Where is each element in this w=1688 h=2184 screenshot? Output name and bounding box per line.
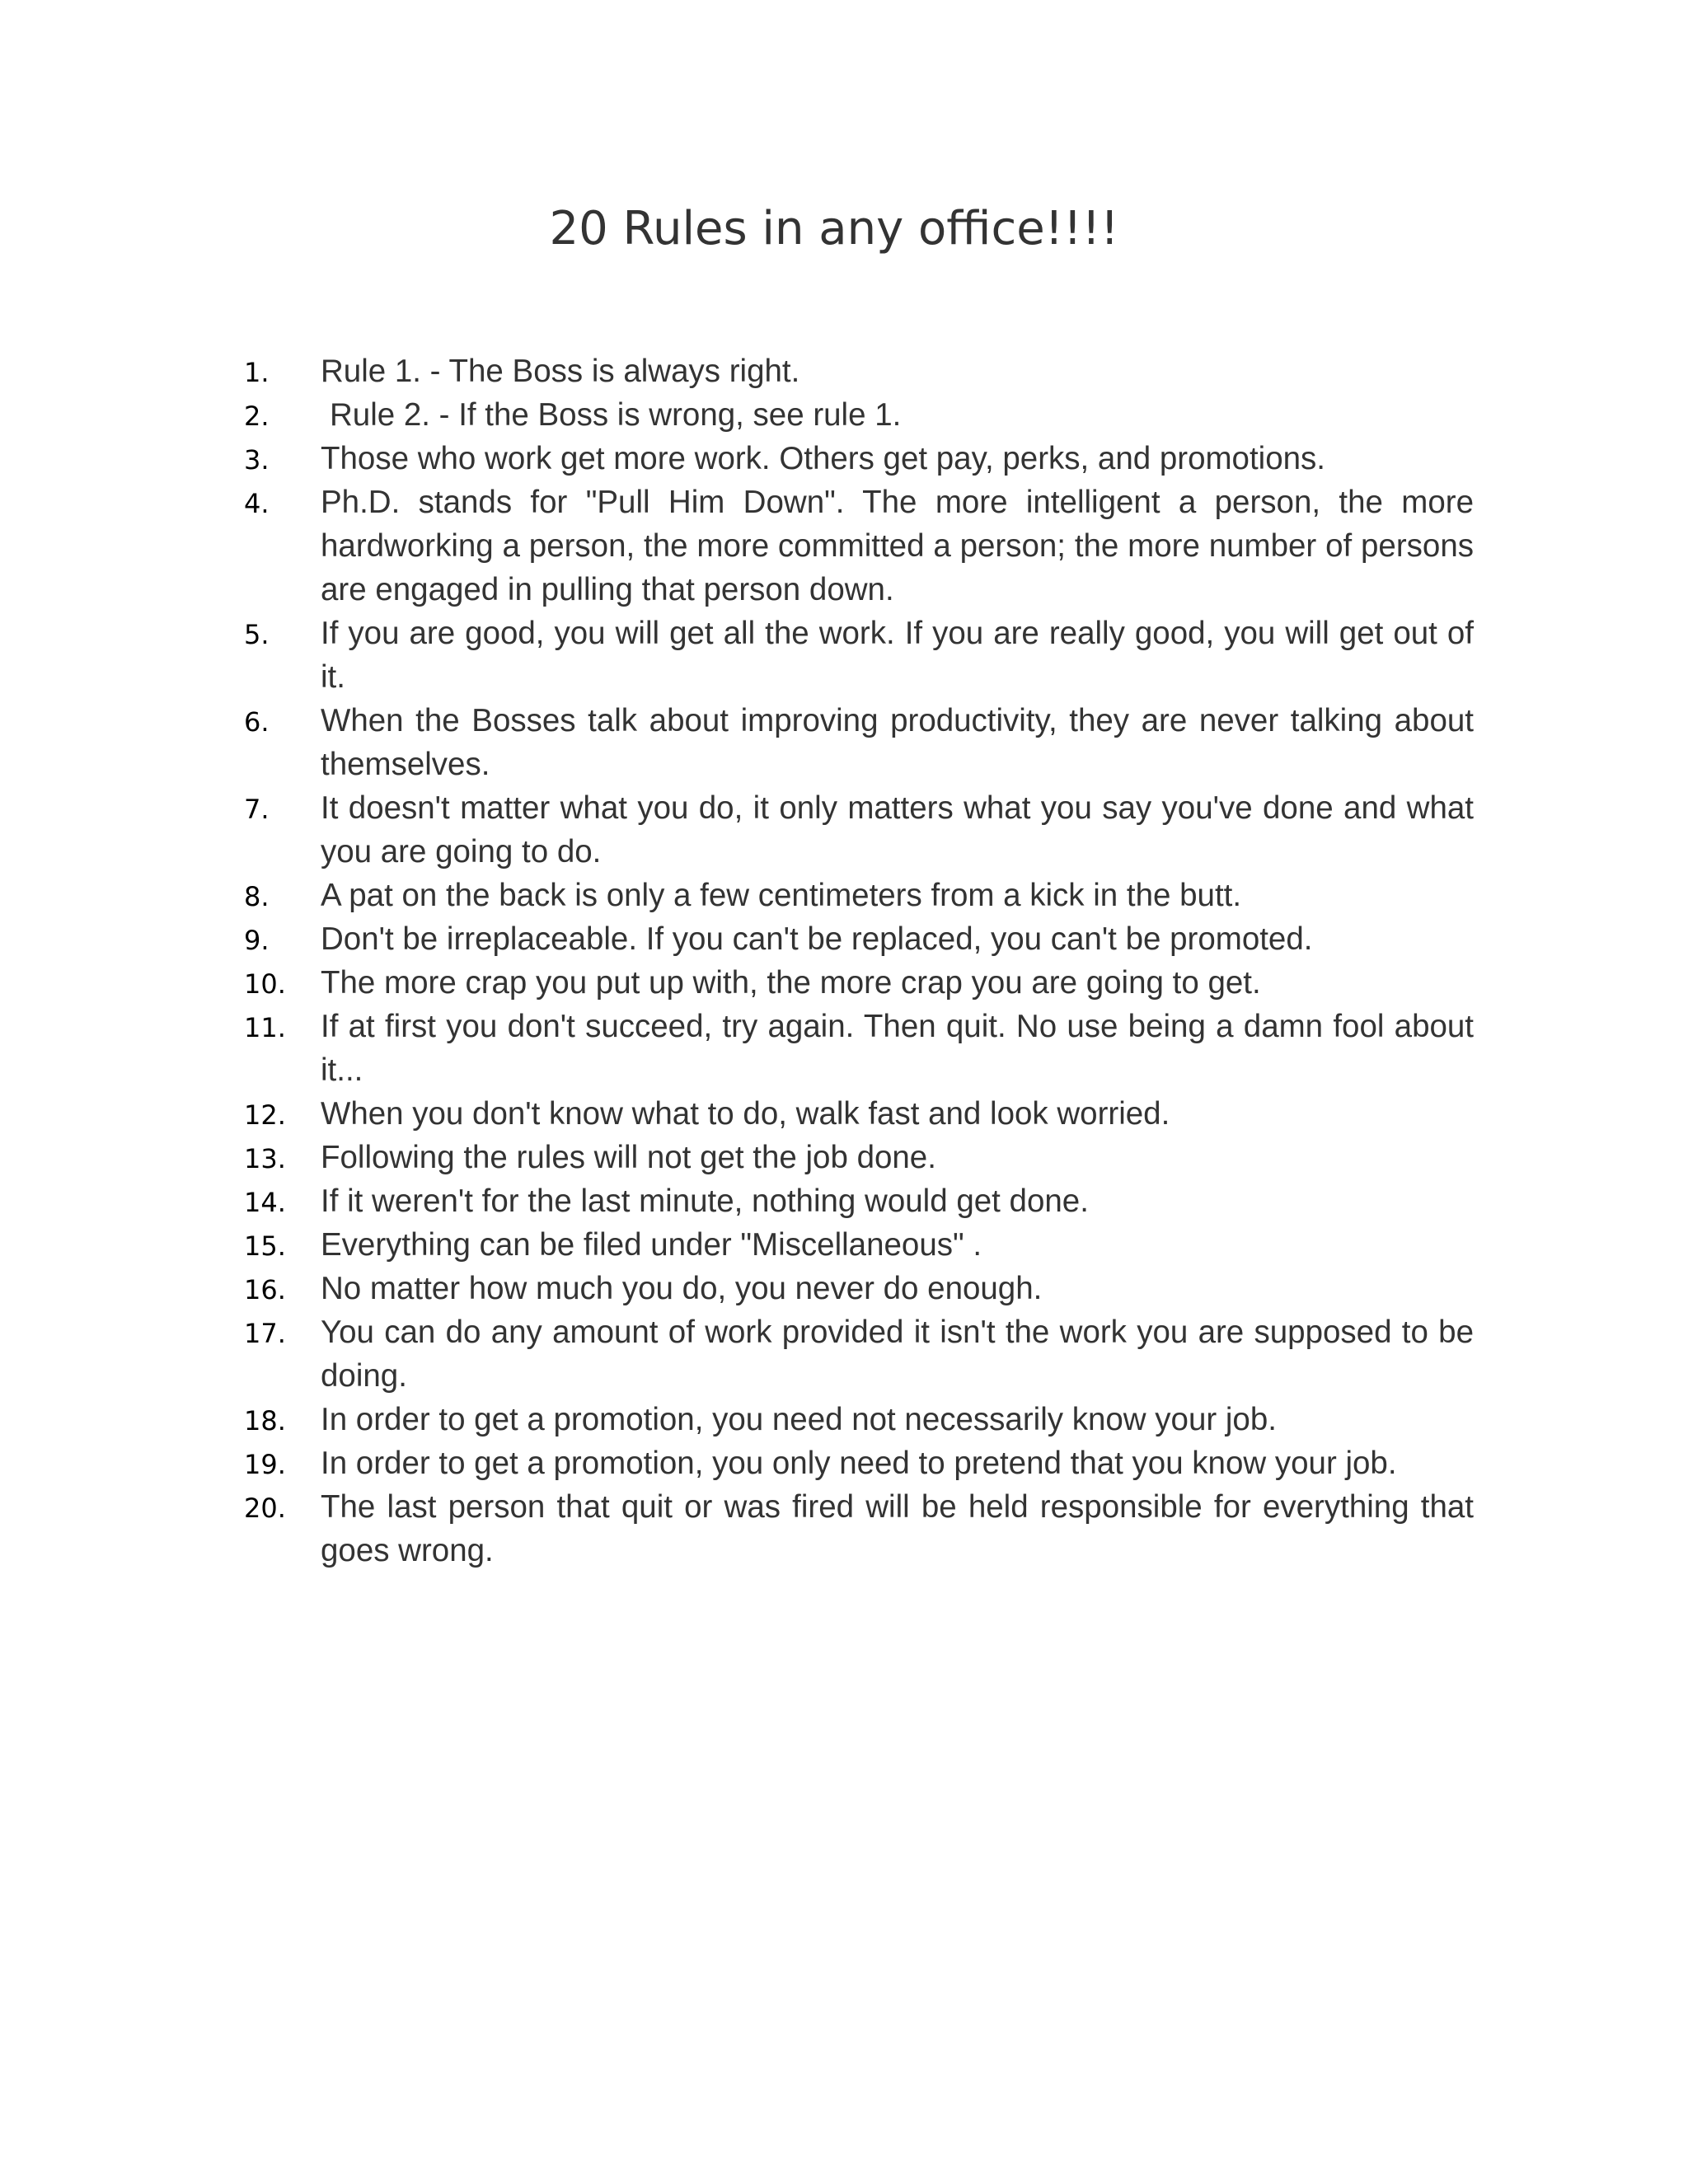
list-item-number: 16.: [244, 1274, 286, 1305]
list-item-text: In order to get a promotion, you need not necessarily know your job.: [321, 1402, 1277, 1437]
list-item: [244, 874, 1474, 917]
list-item-text: Ph.D. stands for "Pull Him Down". The more intelligent a person, the more hardworking a person, the more committed a person; the more number of persons are engaged in pulling that person down.: [321, 485, 1474, 607]
list-item-number: 7.: [244, 794, 270, 825]
list-item-number: 8.: [244, 881, 270, 912]
list-item: [244, 1485, 1474, 1572]
list-item-text: The more crap you put up with, the more crap you are going to get.: [321, 965, 1261, 1001]
list-item: [244, 1136, 1474, 1179]
list-item-text: You can do any amount of work provided it isn't the work you are supposed to be doing.: [321, 1315, 1474, 1394]
list-item-number: 10.: [244, 968, 286, 1000]
list-item: [244, 699, 1474, 786]
list-item-text: It doesn't matter what you do, it only matters what you say you've done and what you are going to do.: [321, 790, 1474, 869]
list-item: [244, 1223, 1474, 1267]
list-item-number: 11.: [244, 1012, 286, 1043]
list-item: [244, 1398, 1474, 1441]
list-item-number: 15.: [244, 1230, 286, 1262]
list-item-number: 17.: [244, 1318, 286, 1349]
list-item-text: If it weren't for the last minute, nothing would get done.: [321, 1183, 1089, 1219]
list-item: [244, 1441, 1474, 1485]
list-item-number: 1.: [244, 357, 270, 388]
list-item-number: 4.: [244, 488, 270, 519]
list-item-text: In order to get a promotion, you only need to pretend that you know your job.: [321, 1446, 1397, 1481]
list-item-text: The last person that quit or was fired will be held responsible for everything that goes wrong.: [321, 1489, 1474, 1568]
list-item-number: 12.: [244, 1099, 286, 1131]
list-item-text: If you are good, you will get all the work. If you are really good, you will get out of it.: [321, 616, 1474, 695]
list-item: [244, 917, 1474, 961]
rules-list: [244, 349, 1474, 1572]
list-item-number: 13.: [244, 1143, 286, 1174]
list-item: [244, 612, 1474, 699]
list-item-text: Rule 2. - If the Boss is wrong, see rule 1.: [330, 397, 902, 433]
list-item: [244, 480, 1474, 612]
list-item: [244, 393, 1474, 437]
list-item-number: 3.: [244, 444, 270, 476]
list-item-number: 14.: [244, 1187, 286, 1218]
page-title: 20 Rules in any office!!!!: [549, 202, 1119, 255]
list-item: [244, 961, 1474, 1005]
list-item-text: When you don't know what to do, walk fast and look worried.: [321, 1096, 1170, 1132]
list-item-number: 5.: [244, 619, 270, 650]
list-item: [244, 1267, 1474, 1310]
list-item-number: 9.: [244, 925, 270, 956]
list-item-text: Rule 1. - The Boss is always right.: [321, 354, 800, 389]
list-item-text: If at first you don't succeed, try again. Then quit. No use being a damn fool about it...: [321, 1009, 1474, 1088]
list-item-number: 19.: [244, 1449, 286, 1480]
list-item-number: 20.: [244, 1493, 286, 1524]
list-item-number: 6.: [244, 706, 270, 738]
list-item: [244, 1179, 1474, 1223]
list-item-text: Don't be irreplaceable. If you can't be replaced, you can't be promoted.: [321, 921, 1313, 957]
list-item-text: Those who work get more work. Others get pay, perks, and promotions.: [321, 441, 1325, 476]
list-item: [244, 349, 1474, 393]
list-item-text: No matter how much you do, you never do enough.: [321, 1271, 1043, 1306]
list-item-text: When the Bosses talk about improving productivity, they are never talking about themselves.: [321, 703, 1474, 782]
list-item: [244, 1310, 1474, 1398]
list-item-text: Everything can be filed under "Miscellaneous" .: [321, 1227, 982, 1263]
list-item: [244, 437, 1474, 480]
list-item: [244, 1005, 1474, 1092]
list-item-number: 2.: [244, 401, 270, 432]
list-item: [244, 786, 1474, 874]
list-item-number: 18.: [244, 1405, 286, 1436]
list-item: [244, 1092, 1474, 1136]
list-item-text: Following the rules will not get the job done.: [321, 1140, 936, 1175]
list-item-text: A pat on the back is only a few centimeters from a kick in the butt.: [321, 878, 1242, 913]
